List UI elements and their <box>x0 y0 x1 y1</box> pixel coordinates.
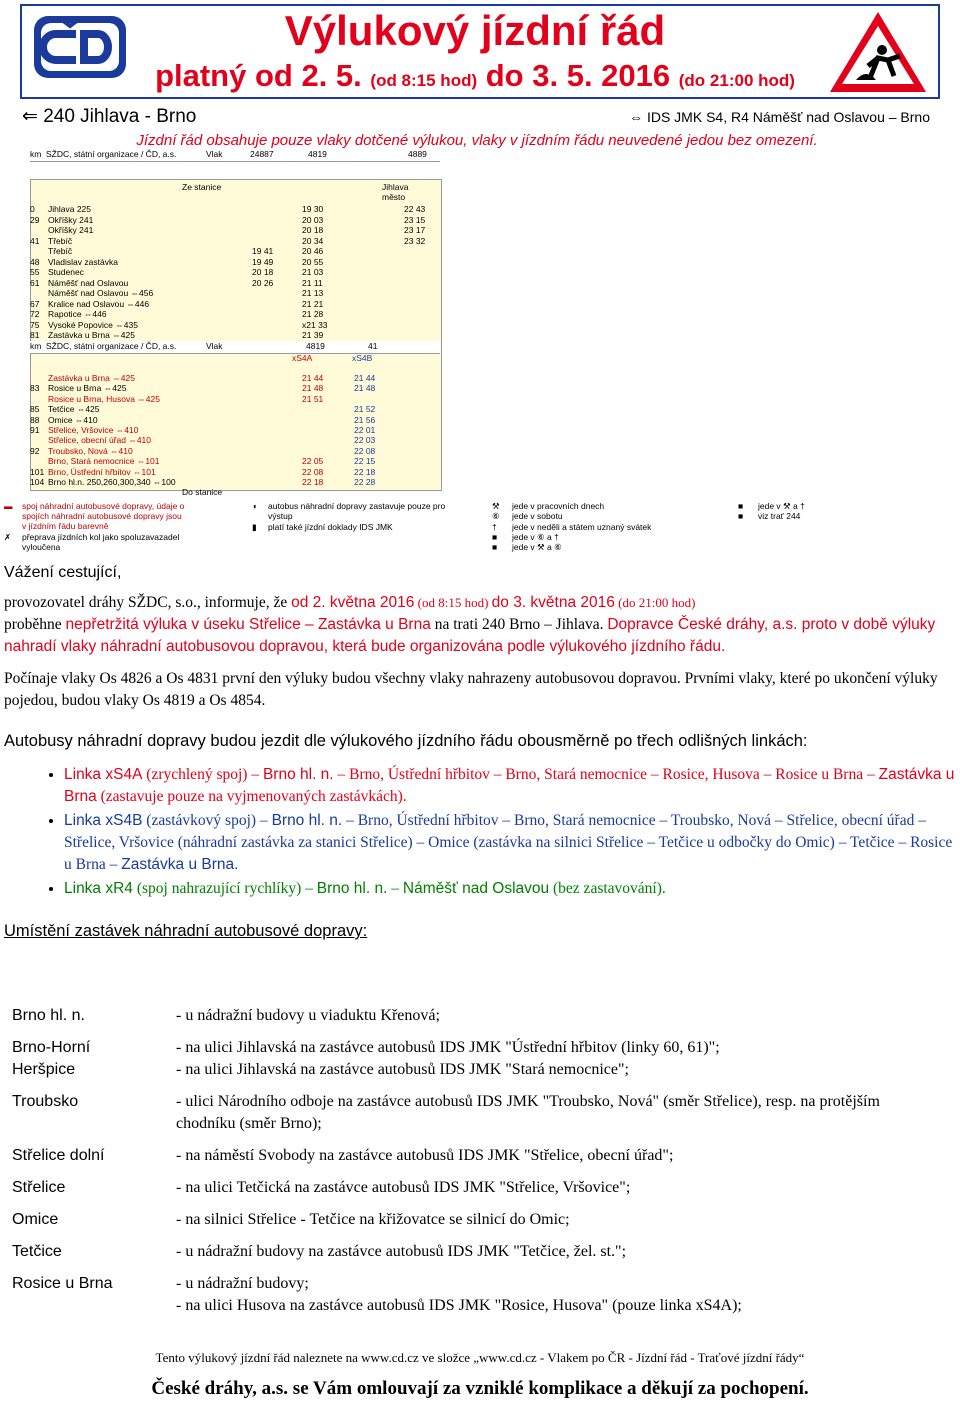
row-station: Náměšť nad Oslavou ⇔456 <box>48 288 154 298</box>
row-station: Okříšky 241 <box>48 225 94 235</box>
cd-logo-icon <box>32 12 128 82</box>
saturday-icon: ⑥ <box>492 511 500 521</box>
row-km: 0 <box>30 204 35 214</box>
table-row <box>30 309 440 319</box>
row-km: 55 <box>30 267 40 277</box>
row-station: Vysoké Popovice ⇔435 <box>48 319 138 330</box>
table-row <box>30 246 440 256</box>
stops-title: Umístění zastávek náhradní autobusové dopravy: <box>4 922 368 940</box>
row-time-b: 21 48 <box>354 383 376 394</box>
row-station: Vladislav zastávka <box>48 256 118 267</box>
bus-lines-list <box>4 764 956 900</box>
list-item: • Linka xR4 (spoj nahrazující rychlíky) – Brno hl. n. – Náměšť nad Oslavou (bez zastavování). <box>64 878 956 900</box>
paragraph-2: Počínaje vlaky Os 4826 a Os 4831 první den výluky budou všechny vlaky nahrazeny autobusovou dopravou. Prvními vlaky, které po ukončení výluky pojedou, budou vlaky Os 4819 a Os 4854. <box>4 670 938 709</box>
row-time-b: 20 46 <box>302 246 324 256</box>
row-time-b: 21 39 <box>302 330 324 340</box>
row-time-a: 21 48 <box>302 383 324 394</box>
row-km: 41 <box>30 235 40 246</box>
table-row <box>30 383 440 393</box>
line-name: 240 Jihlava - Brno <box>43 106 197 127</box>
row-time-c: 23 32 <box>404 235 426 246</box>
row-station: Náměšť nad Oslavou <box>48 277 129 288</box>
table-row <box>30 299 440 309</box>
table-row <box>30 425 440 435</box>
stop-name: Heršpice <box>12 1061 76 1078</box>
stop-name: Střelice <box>12 1179 66 1196</box>
row-time-a: 22 05 <box>302 456 324 467</box>
stop-description: - na náměstí Svobody na zastávce autobusů IDS JMK "Střelice, obecní úřad"; <box>176 1147 674 1164</box>
row-km: 72 <box>30 309 40 319</box>
row-km: 61 <box>30 277 40 288</box>
row-km: 92 <box>30 445 40 456</box>
list-item: • Linka xS4B (zastávkový spoj) – Brno hl. n. – Brno, Ústřední hřbitov – Brno, Stará nemocnice – Troubsko, Nová – Střelice, obecní úřad – Střelice, Vršovice (náhradní zastávka za stanici Střelice) – Omice (zastávka na silnici Střelice – Tetčice u odbočky do Omic) – Tetčice – Rosice u Brna – Zastávka u Brna. <box>64 810 956 876</box>
row-km: 29 <box>30 214 40 225</box>
row-time-b: 22 18 <box>354 466 376 477</box>
to-station-a: Jihlava <box>382 182 409 192</box>
bus-xs4a-label: xS4A <box>292 353 313 363</box>
row-station: Rosice u Brna, Husova ⇔425 <box>48 393 160 404</box>
row-time-b: 19 30 <box>302 204 324 214</box>
bus-icon: ▬ <box>4 501 13 511</box>
row-time-b: 21 13 <box>302 288 324 298</box>
validity-from: platný od 2. 5. <box>155 58 362 93</box>
row-station: Okříšky 241 <box>48 214 94 225</box>
table-row <box>30 236 440 246</box>
row-time-b: 21 56 <box>354 414 376 425</box>
row-time-b: 22 28 <box>354 477 376 487</box>
row-time-b: 22 08 <box>354 445 376 456</box>
row-time-a: 20 18 <box>252 267 274 277</box>
table-row <box>30 477 440 487</box>
table-row <box>30 204 440 214</box>
no-bike-icon: ✗ <box>4 532 12 542</box>
row-station: Rosice u Brna ⇔425 <box>48 383 127 394</box>
timetable-header-2: km SŽDC, státní organizace / ČD, a.s. Vlak 4819 41 <box>30 341 440 354</box>
list-item: • Linka xS4A (zrychlený spoj) – Brno hl. n. – Brno, Ústřední hřbitov – Brno, Stará nemocnice – Rosice, Husova – Rosice u Brna – Zastávka u Brna (zastavuje pouze na vyjmenovaných zastávkách). <box>64 764 956 808</box>
row-km: 81 <box>30 330 40 340</box>
row-station: Brno, Stará nemocnice ⇔101 <box>48 456 160 467</box>
legend: ▬ spoj náhradní autobusové dopravy, údaje o spojích náhradní autobusové dopravy jsou v jízdním řádu barevně ✗ přeprava jízdních kol jako spoluzavazadel vyloučena ◖ autobus náhradní dopravy zastavuje pouze pro výstup ▮ platí také jízdní doklady IDS JMK ⚒ jede v pracovních dnech ⑥ jede v sobotu † jede v neděli a státem uznaný svátek ■ jede v ⑥ a † ■ jede v ⚒ a ⑥ ■ jede v ⚒ a † ■ viz trať 244 <box>4 501 805 552</box>
row-km: 101 <box>30 466 45 477</box>
table-row <box>30 435 440 445</box>
stop-description: - u nádražní budovy na zastávce autobusů IDS JMK "Tetčice, žel. st."; <box>176 1243 627 1260</box>
row-station: Troubsko, Nová ⇔410 <box>48 445 133 456</box>
row-time-a: 22 08 <box>302 466 324 477</box>
stop-name: Omice <box>12 1211 59 1228</box>
exit-only-icon: ◖ <box>252 501 258 511</box>
ids-icon: ▮ <box>252 522 257 532</box>
table-row <box>30 288 440 298</box>
paragraph-1: provozovatel dráhy SŽDC, s.o., informuje, že od 2. května 2016 (od 8:15 hod) do 3. května 2016 (do 21:00 hod) proběhne nepřetržitá výluka v úseku Střelice – Zastávka u Brna na trati 240 Brno – Jihlava. Dopravce České dráhy, a.s. proto v době výluky nahradí vlaky náhradní autobusovou dopravou, která bude organizována podle výlukového jízdního řádu. <box>4 594 936 655</box>
table-row <box>30 373 440 383</box>
row-time-c: 23 17 <box>404 225 426 235</box>
paragraph-3: Autobusy náhradní dopravy budou jezdit dle výlukového jízdního řádu obousměrně po třech odlišných linkách: <box>4 732 808 750</box>
table-row <box>30 267 440 277</box>
row-time-b: 21 28 <box>302 309 324 319</box>
row-station: Zastávka u Brna ⇔425 <box>48 373 135 383</box>
row-time-b: 22 15 <box>354 456 376 467</box>
row-time-c: 23 15 <box>404 214 426 225</box>
greeting: Vážení cestující, <box>4 564 122 581</box>
row-station: Třebíč <box>48 246 73 256</box>
row-time-a: 20 26 <box>252 277 274 288</box>
row-time-b: 20 03 <box>302 214 324 225</box>
validity-to: do 3. 5. 2016 <box>485 58 671 93</box>
back-arrow-icon: ⇐ <box>22 106 38 127</box>
row-time-b: 21 52 <box>354 404 376 415</box>
row-station: Jihlava 225 <box>48 204 92 214</box>
line-subtitle: Jízdní řád obsahuje pouze vlaky dotčené výlukou, vlaky v jízdním řádu neuvedené jedou bez omezení. <box>136 132 818 149</box>
row-time-c: 22 43 <box>404 204 426 214</box>
row-time-a: 19 41 <box>252 246 274 256</box>
row-time-b: x21 33 <box>302 319 328 330</box>
row-km: 85 <box>30 404 40 415</box>
row-station: Tetčice ⇔425 <box>48 404 100 415</box>
row-time-b: 20 55 <box>302 256 324 267</box>
to-station-b: město <box>382 192 406 202</box>
footer-note: Tento výlukový jízdní řád naleznete na www.cd.cz ve složce „www.cd.cz - Vlakem po ČR - Jízdní řád - Traťové jízdní řády“ <box>155 1350 805 1365</box>
row-time-a: 21 51 <box>302 393 324 404</box>
line-ids: IDS JMK S4, R4 Náměšť nad Oslavou – Brno <box>646 109 930 125</box>
table-row <box>30 257 440 267</box>
row-station: Třebíč <box>48 235 73 246</box>
stop-name: Brno-Horní <box>12 1039 91 1056</box>
page-title-block <box>150 8 800 99</box>
stop-description: - na ulici Jihlavská na zastávce autobusů IDS JMK "Ústřední hřbitov (linky 60, 61)"; <box>176 1039 720 1056</box>
row-station: Střelice, Vršovice ⇔410 <box>48 425 139 435</box>
page-title: Výlukový jízdní řád <box>284 7 666 54</box>
table-row <box>30 225 440 235</box>
row-time-b: 21 11 <box>302 277 323 288</box>
from-station-label: Ze stanice <box>182 182 222 192</box>
roadworks-sign-icon <box>826 8 930 96</box>
table-row <box>30 446 440 456</box>
table-row <box>30 456 440 466</box>
row-km: 83 <box>30 383 40 394</box>
table-row <box>30 320 440 330</box>
stop-description: - na ulici Tetčická na zastávce autobusů IDS JMK "Střelice, Vršovice"; <box>176 1179 631 1196</box>
row-station: Brno, Ústřední hřbitov ⇔101 <box>48 466 156 477</box>
row-station: Studenec <box>48 267 84 277</box>
row-station: Střelice, obecní úřad ⇔410 <box>48 435 152 446</box>
row-time-b: 21 21 <box>302 298 324 309</box>
row-time-b: 21 44 <box>354 373 376 383</box>
row-time-a: 19 49 <box>252 256 274 267</box>
row-km: 48 <box>30 256 40 267</box>
code-81-icon: ■ <box>738 511 744 521</box>
table-row <box>30 415 440 425</box>
row-station: Brno hl.n. 250,260,300,340 ⇔100 <box>48 477 176 487</box>
row-time-a: 21 44 <box>302 373 324 383</box>
row-time-b: 22 03 <box>354 435 376 446</box>
validity <box>150 58 800 99</box>
notice-body <box>4 562 956 942</box>
timetable <box>30 149 440 499</box>
stop-description: - u nádražní budovy u viaduktu Křenová; <box>176 1007 440 1024</box>
stop-name: Brno hl. n. <box>12 1007 85 1024</box>
stop-name: Tetčice <box>12 1243 62 1260</box>
stop-description: - na ulici Jihlavská na zastávce autobusů IDS JMK "Stará nemocnice"; <box>176 1061 629 1078</box>
line-header <box>22 105 932 149</box>
validity-to-time: (do 21:00 hod) <box>678 71 795 90</box>
row-time-b: 20 34 <box>302 235 324 246</box>
table-row <box>30 215 440 225</box>
stop-description: - ulici Národního odboje na zastávce autobusů IDS JMK "Troubsko, Nová" (směr Střelice), resp. na protějším chodníku (směr Brno); <box>176 1093 880 1132</box>
table-row <box>30 404 440 414</box>
row-time-b: 20 18 <box>302 225 324 235</box>
row-km: 88 <box>30 414 40 425</box>
workday-icon: ⚒ <box>492 501 500 511</box>
row-km: 67 <box>30 298 40 309</box>
row-station: Omice ⇔410 <box>48 414 98 425</box>
stop-description: - na silnici Střelice - Tetčice na křižovatce se silnicí do Omic; <box>176 1211 570 1228</box>
table-row <box>30 278 440 288</box>
stop-description: - na ulici Husova na zastávce autobusů IDS JMK "Rosice, Husova" (pouze linka xS4A); <box>176 1297 742 1314</box>
sunday-icon: † <box>492 522 497 532</box>
transfer-arrow-icon: ⇔ <box>629 109 647 125</box>
stop-name: Rosice u Brna <box>12 1275 113 1292</box>
row-station: Rapotice ⇔446 <box>48 309 107 319</box>
row-station: Zastávka u Brna ⇔425 <box>48 330 135 340</box>
table-row <box>30 330 440 340</box>
code-28-icon: ■ <box>738 501 744 511</box>
timetable-header-1: km SŽDC, státní organizace / ČD, a.s. Vlak 24887 4819 4889 <box>30 149 440 162</box>
stop-description: - u nádražní budovy; <box>176 1275 309 1292</box>
row-time-a: 22 18 <box>302 477 324 487</box>
row-km: 104 <box>30 477 45 487</box>
row-time-b: 22 01 <box>354 425 376 435</box>
to-station-label: Do stanice <box>182 487 223 497</box>
row-time-b: 21 03 <box>302 267 324 277</box>
row-km: 75 <box>30 319 40 330</box>
table-row <box>30 394 440 404</box>
table-row <box>30 467 440 477</box>
stop-name: Střelice dolní <box>12 1147 105 1164</box>
row-station: Kralice nad Oslavou ⇔446 <box>48 298 150 309</box>
validity-from-time: (od 8:15 hod) <box>370 71 478 90</box>
code-25-icon: ■ <box>492 532 498 542</box>
footer-thanks: České dráhy, a.s. se Vám omlouvají za vzniklé komplikace a děkují za pochopení. <box>151 1378 809 1399</box>
stop-name: Troubsko <box>12 1093 79 1110</box>
row-km: 91 <box>30 425 40 435</box>
bus-xs4b-label: xS4B <box>352 353 373 363</box>
code-27-icon: ■ <box>492 542 498 552</box>
